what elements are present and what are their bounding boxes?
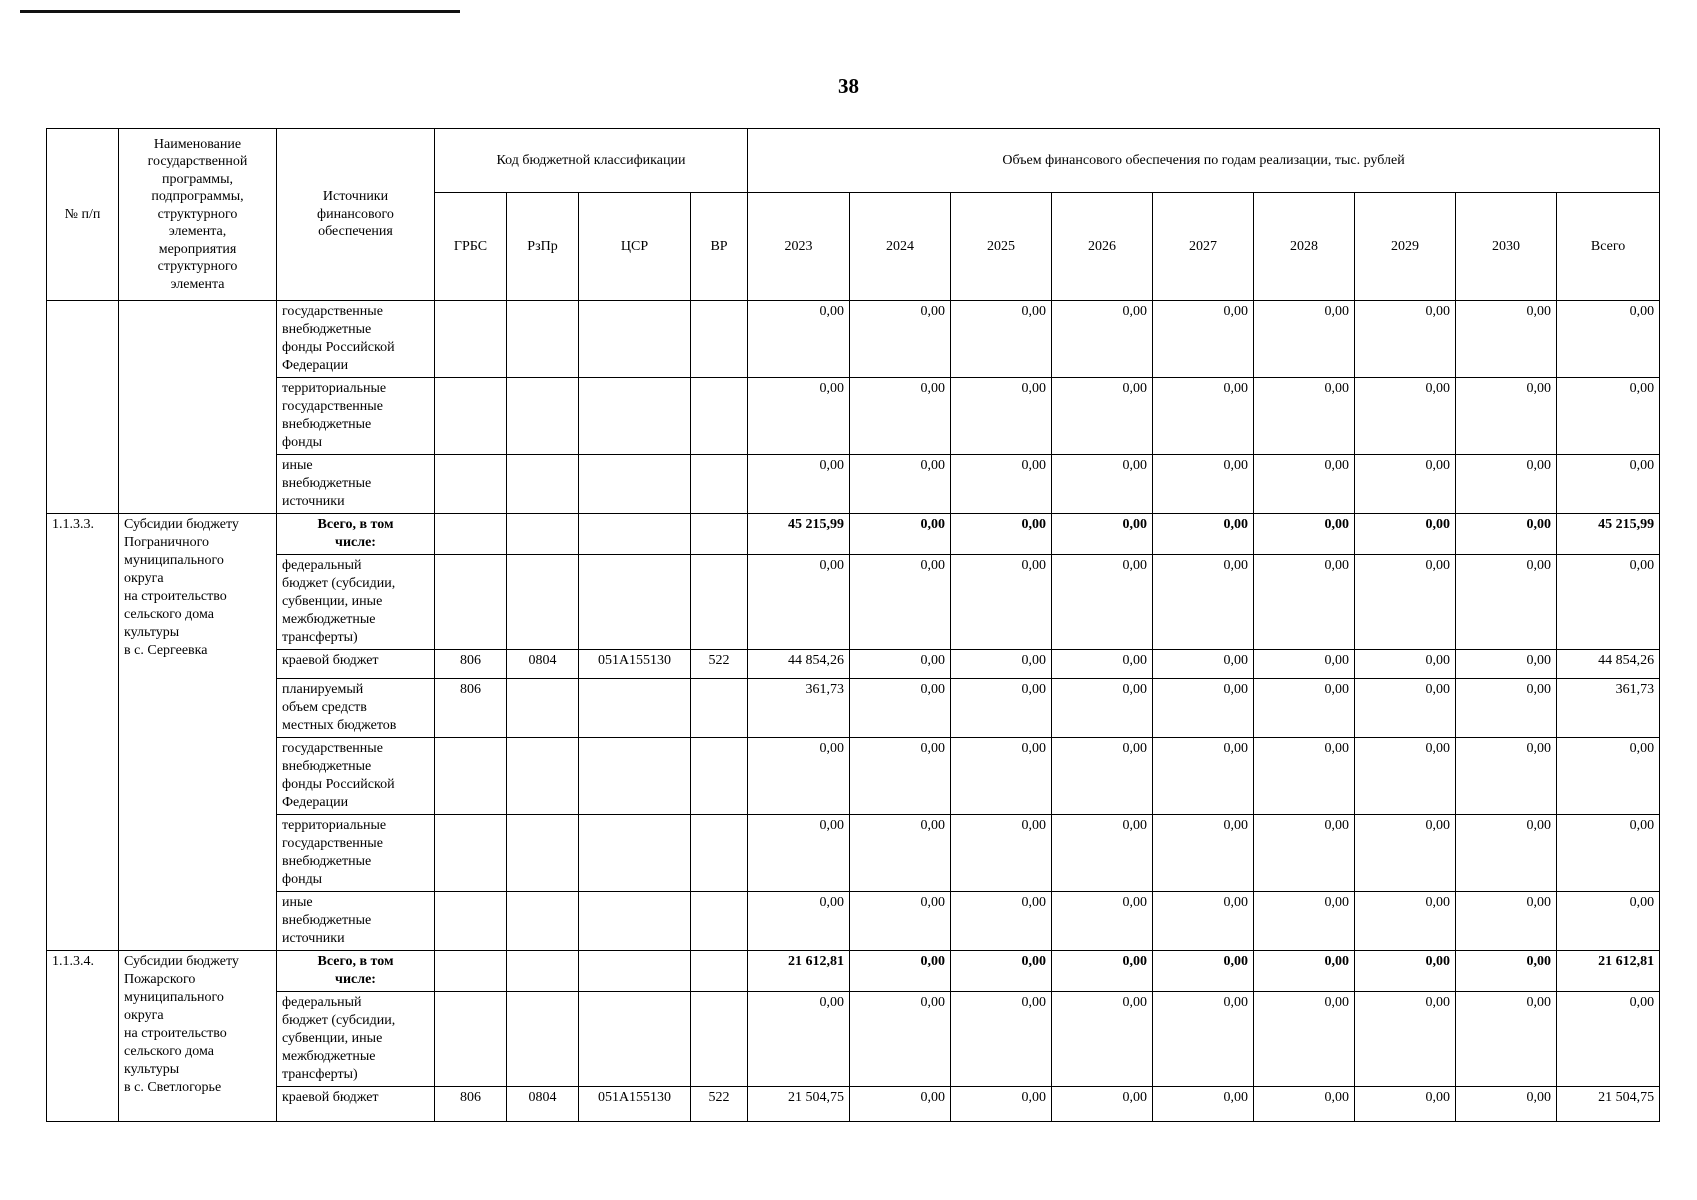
value-year: 0,00 xyxy=(951,679,1052,738)
value-year: 0,00 xyxy=(850,679,951,738)
table-row xyxy=(47,514,1660,555)
value-year: 0,00 xyxy=(1052,815,1153,892)
code-vr xyxy=(691,455,748,514)
value-year: 0,00 xyxy=(1355,301,1456,378)
table-row xyxy=(47,1087,1660,1122)
header-code-group: Код бюджетной классификации xyxy=(435,129,748,193)
value-year: 0,00 xyxy=(1052,892,1153,951)
table-row xyxy=(47,892,1660,951)
value-year: 0,00 xyxy=(850,514,951,555)
code-rzpr xyxy=(507,555,579,650)
value-year: 0,00 xyxy=(1456,1087,1557,1122)
value-year: 0,00 xyxy=(1153,514,1254,555)
code-vr: 522 xyxy=(691,1087,748,1122)
value-year: 0,00 xyxy=(1254,455,1355,514)
table-row xyxy=(47,992,1660,1087)
value-year: 0,00 xyxy=(1254,815,1355,892)
table-row xyxy=(47,301,1660,378)
value-year: 0,00 xyxy=(1052,650,1153,679)
value-total: 21 612,81 xyxy=(1557,951,1660,992)
header-name: Наименование государственной программы, подпрограммы, структурного элемента, мероприятия структурного элемента xyxy=(119,129,277,301)
value-year: 0,00 xyxy=(1153,815,1254,892)
funding-source: планируемый объем средств местных бюджетов xyxy=(277,679,435,738)
value-year: 0,00 xyxy=(850,555,951,650)
code-vr xyxy=(691,738,748,815)
value-year: 0,00 xyxy=(1052,679,1153,738)
value-year: 0,00 xyxy=(1456,455,1557,514)
value-year: 0,00 xyxy=(1355,555,1456,650)
value-year: 0,00 xyxy=(1052,738,1153,815)
value-year: 0,00 xyxy=(1153,378,1254,455)
value-total: 361,73 xyxy=(1557,679,1660,738)
value-total: 21 504,75 xyxy=(1557,1087,1660,1122)
value-year: 0,00 xyxy=(1456,738,1557,815)
value-year: 0,00 xyxy=(1052,514,1153,555)
header-year: 2023 xyxy=(748,193,850,301)
value-year: 0,00 xyxy=(1456,815,1557,892)
funding-source: Всего, в том числе: xyxy=(277,951,435,992)
code-csr xyxy=(579,738,691,815)
table-row xyxy=(47,455,1660,514)
value-year: 21 612,81 xyxy=(748,951,850,992)
value-year: 0,00 xyxy=(850,1087,951,1122)
value-year: 0,00 xyxy=(951,815,1052,892)
value-year: 0,00 xyxy=(1052,378,1153,455)
value-year: 0,00 xyxy=(1355,679,1456,738)
code-rzpr xyxy=(507,892,579,951)
code-csr xyxy=(579,514,691,555)
value-year: 0,00 xyxy=(1254,301,1355,378)
value-year: 45 215,99 xyxy=(748,514,850,555)
table-row xyxy=(47,679,1660,738)
value-year: 0,00 xyxy=(1355,650,1456,679)
value-year: 0,00 xyxy=(1456,892,1557,951)
code-csr xyxy=(579,815,691,892)
value-year: 0,00 xyxy=(951,555,1052,650)
code-grbs xyxy=(435,992,507,1087)
code-grbs xyxy=(435,738,507,815)
value-year: 0,00 xyxy=(951,650,1052,679)
value-year: 0,00 xyxy=(1153,738,1254,815)
value-year: 0,00 xyxy=(1153,892,1254,951)
value-year: 0,00 xyxy=(748,301,850,378)
value-year: 0,00 xyxy=(1355,815,1456,892)
value-year: 0,00 xyxy=(1153,555,1254,650)
value-year: 0,00 xyxy=(951,992,1052,1087)
value-year: 0,00 xyxy=(1456,679,1557,738)
value-total: 0,00 xyxy=(1557,301,1660,378)
item-number xyxy=(47,301,119,514)
value-year: 361,73 xyxy=(748,679,850,738)
value-year: 0,00 xyxy=(748,815,850,892)
code-csr xyxy=(579,679,691,738)
code-csr xyxy=(579,455,691,514)
value-year: 0,00 xyxy=(1052,951,1153,992)
value-total: 0,00 xyxy=(1557,815,1660,892)
value-year: 0,00 xyxy=(1153,650,1254,679)
value-year: 44 854,26 xyxy=(748,650,850,679)
budget-table xyxy=(46,128,1660,1122)
funding-source: федеральный бюджет (субсидии, субвенции, иные межбюджетные трансферты) xyxy=(277,555,435,650)
value-year: 0,00 xyxy=(850,951,951,992)
header-num: № п/п xyxy=(47,129,119,301)
code-rzpr xyxy=(507,514,579,555)
code-grbs xyxy=(435,892,507,951)
code-rzpr xyxy=(507,815,579,892)
value-year: 0,00 xyxy=(748,455,850,514)
value-year: 0,00 xyxy=(1456,378,1557,455)
code-rzpr xyxy=(507,992,579,1087)
value-year: 0,00 xyxy=(1254,555,1355,650)
header-year: 2024 xyxy=(850,193,951,301)
code-vr xyxy=(691,555,748,650)
value-year: 0,00 xyxy=(951,1087,1052,1122)
value-year: 0,00 xyxy=(1254,1087,1355,1122)
code-csr xyxy=(579,555,691,650)
value-year: 0,00 xyxy=(1254,992,1355,1087)
table-row xyxy=(47,951,1660,992)
funding-source: федеральный бюджет (субсидии, субвенции, иные межбюджетные трансферты) xyxy=(277,992,435,1087)
header-code-csr: ЦСР xyxy=(579,193,691,301)
item-name: Субсидии бюджету Пограничного муниципального округа на строительство сельского дома культуры в с. Сергеевка xyxy=(119,514,277,951)
code-vr xyxy=(691,815,748,892)
table-row xyxy=(47,650,1660,679)
value-year: 0,00 xyxy=(1254,650,1355,679)
code-csr: 051А155130 xyxy=(579,650,691,679)
code-grbs xyxy=(435,514,507,555)
code-rzpr: 0804 xyxy=(507,1087,579,1122)
item-name xyxy=(119,301,277,514)
funding-source: территориальные государственные внебюджетные фонды xyxy=(277,378,435,455)
header-code-rzpr: РзПр xyxy=(507,193,579,301)
value-year: 0,00 xyxy=(1153,1087,1254,1122)
funding-source: государственные внебюджетные фонды Российской Федерации xyxy=(277,301,435,378)
value-year: 0,00 xyxy=(951,738,1052,815)
funding-source: иные внебюджетные источники xyxy=(277,455,435,514)
page-number: 38 xyxy=(838,74,859,98)
funding-source: государственные внебюджетные фонды Российской Федерации xyxy=(277,738,435,815)
code-vr: 522 xyxy=(691,650,748,679)
code-grbs: 806 xyxy=(435,650,507,679)
value-year: 0,00 xyxy=(1355,514,1456,555)
code-grbs: 806 xyxy=(435,679,507,738)
value-year: 0,00 xyxy=(1153,301,1254,378)
code-csr xyxy=(579,951,691,992)
value-year: 0,00 xyxy=(1355,378,1456,455)
header-year: 2030 xyxy=(1456,193,1557,301)
value-year: 0,00 xyxy=(1355,1087,1456,1122)
value-year: 0,00 xyxy=(1456,992,1557,1087)
value-year: 0,00 xyxy=(951,455,1052,514)
value-total: 0,00 xyxy=(1557,378,1660,455)
table-row xyxy=(47,555,1660,650)
value-year: 0,00 xyxy=(850,738,951,815)
funding-source: Всего, в том числе: xyxy=(277,514,435,555)
funding-source: краевой бюджет xyxy=(277,650,435,679)
value-total: 0,00 xyxy=(1557,992,1660,1087)
funding-source: краевой бюджет xyxy=(277,1087,435,1122)
code-csr xyxy=(579,378,691,455)
code-rzpr xyxy=(507,738,579,815)
table-row xyxy=(47,738,1660,815)
item-name: Субсидии бюджету Пожарского муниципального округа на строительство сельского дома культуры в с. Светлогорье xyxy=(119,951,277,1122)
scan-edge-line xyxy=(20,10,460,13)
code-grbs xyxy=(435,301,507,378)
code-grbs xyxy=(435,815,507,892)
value-year: 0,00 xyxy=(1254,738,1355,815)
value-year: 0,00 xyxy=(1153,679,1254,738)
value-year: 0,00 xyxy=(1153,992,1254,1087)
item-number: 1.1.3.3. xyxy=(47,514,119,951)
value-year: 0,00 xyxy=(850,378,951,455)
code-vr xyxy=(691,514,748,555)
header-code-vr: ВР xyxy=(691,193,748,301)
value-year: 0,00 xyxy=(748,378,850,455)
code-grbs xyxy=(435,951,507,992)
value-year: 0,00 xyxy=(1052,455,1153,514)
value-total: 0,00 xyxy=(1557,892,1660,951)
value-year: 0,00 xyxy=(1456,650,1557,679)
value-year: 0,00 xyxy=(1456,301,1557,378)
code-vr xyxy=(691,892,748,951)
value-year: 0,00 xyxy=(748,738,850,815)
value-year: 0,00 xyxy=(1456,555,1557,650)
header-year: 2027 xyxy=(1153,193,1254,301)
value-year: 0,00 xyxy=(1052,992,1153,1087)
value-year: 0,00 xyxy=(850,650,951,679)
value-year: 0,00 xyxy=(1052,301,1153,378)
code-vr xyxy=(691,378,748,455)
table-body xyxy=(47,301,1660,1122)
value-year: 0,00 xyxy=(1153,951,1254,992)
value-year: 0,00 xyxy=(748,892,850,951)
value-year: 0,00 xyxy=(1254,951,1355,992)
value-year: 0,00 xyxy=(1456,951,1557,992)
code-grbs xyxy=(435,455,507,514)
code-csr xyxy=(579,301,691,378)
code-csr: 051А155130 xyxy=(579,1087,691,1122)
code-csr xyxy=(579,992,691,1087)
value-year: 0,00 xyxy=(1355,738,1456,815)
funding-source: территориальные государственные внебюджетные фонды xyxy=(277,815,435,892)
value-year: 0,00 xyxy=(1052,555,1153,650)
code-rzpr xyxy=(507,951,579,992)
code-rzpr xyxy=(507,301,579,378)
value-year: 0,00 xyxy=(951,951,1052,992)
value-total: 45 215,99 xyxy=(1557,514,1660,555)
header-year: 2026 xyxy=(1052,193,1153,301)
value-year: 0,00 xyxy=(1355,892,1456,951)
code-vr xyxy=(691,679,748,738)
value-total: 0,00 xyxy=(1557,555,1660,650)
value-year: 0,00 xyxy=(748,555,850,650)
value-year: 0,00 xyxy=(850,815,951,892)
code-rzpr: 0804 xyxy=(507,650,579,679)
code-grbs xyxy=(435,378,507,455)
table-row xyxy=(47,815,1660,892)
header-year-total: Всего xyxy=(1557,193,1660,301)
code-rzpr xyxy=(507,455,579,514)
item-number: 1.1.3.4. xyxy=(47,951,119,1122)
header-code-grbs: ГРБС xyxy=(435,193,507,301)
value-year: 0,00 xyxy=(748,992,850,1087)
value-year: 0,00 xyxy=(1355,951,1456,992)
value-year: 0,00 xyxy=(1052,1087,1153,1122)
header-volume-group: Объем финансового обеспечения по годам реализации, тыс. рублей xyxy=(748,129,1660,193)
value-year: 0,00 xyxy=(1254,378,1355,455)
value-year: 0,00 xyxy=(850,301,951,378)
value-year: 0,00 xyxy=(850,892,951,951)
code-rzpr xyxy=(507,378,579,455)
value-total: 0,00 xyxy=(1557,738,1660,815)
value-year: 0,00 xyxy=(1254,892,1355,951)
funding-source: иные внебюджетные источники xyxy=(277,892,435,951)
code-csr xyxy=(579,892,691,951)
value-total: 44 854,26 xyxy=(1557,650,1660,679)
header-year: 2025 xyxy=(951,193,1052,301)
value-year: 0,00 xyxy=(1254,679,1355,738)
value-year: 0,00 xyxy=(951,378,1052,455)
value-year: 0,00 xyxy=(1254,514,1355,555)
code-grbs xyxy=(435,555,507,650)
code-rzpr xyxy=(507,679,579,738)
code-vr xyxy=(691,992,748,1087)
value-year: 0,00 xyxy=(850,455,951,514)
value-year: 0,00 xyxy=(951,892,1052,951)
code-grbs: 806 xyxy=(435,1087,507,1122)
header-year: 2029 xyxy=(1355,193,1456,301)
value-year: 0,00 xyxy=(850,992,951,1087)
value-total: 0,00 xyxy=(1557,455,1660,514)
table-header xyxy=(47,129,1660,301)
header-source: Источники финансового обеспечения xyxy=(277,129,435,301)
header-year: 2028 xyxy=(1254,193,1355,301)
value-year: 0,00 xyxy=(951,514,1052,555)
code-vr xyxy=(691,951,748,992)
value-year: 0,00 xyxy=(1456,514,1557,555)
table-row xyxy=(47,378,1660,455)
code-vr xyxy=(691,301,748,378)
value-year: 0,00 xyxy=(951,301,1052,378)
value-year: 0,00 xyxy=(1355,455,1456,514)
value-year: 0,00 xyxy=(1355,992,1456,1087)
value-year: 21 504,75 xyxy=(748,1087,850,1122)
value-year: 0,00 xyxy=(1153,455,1254,514)
